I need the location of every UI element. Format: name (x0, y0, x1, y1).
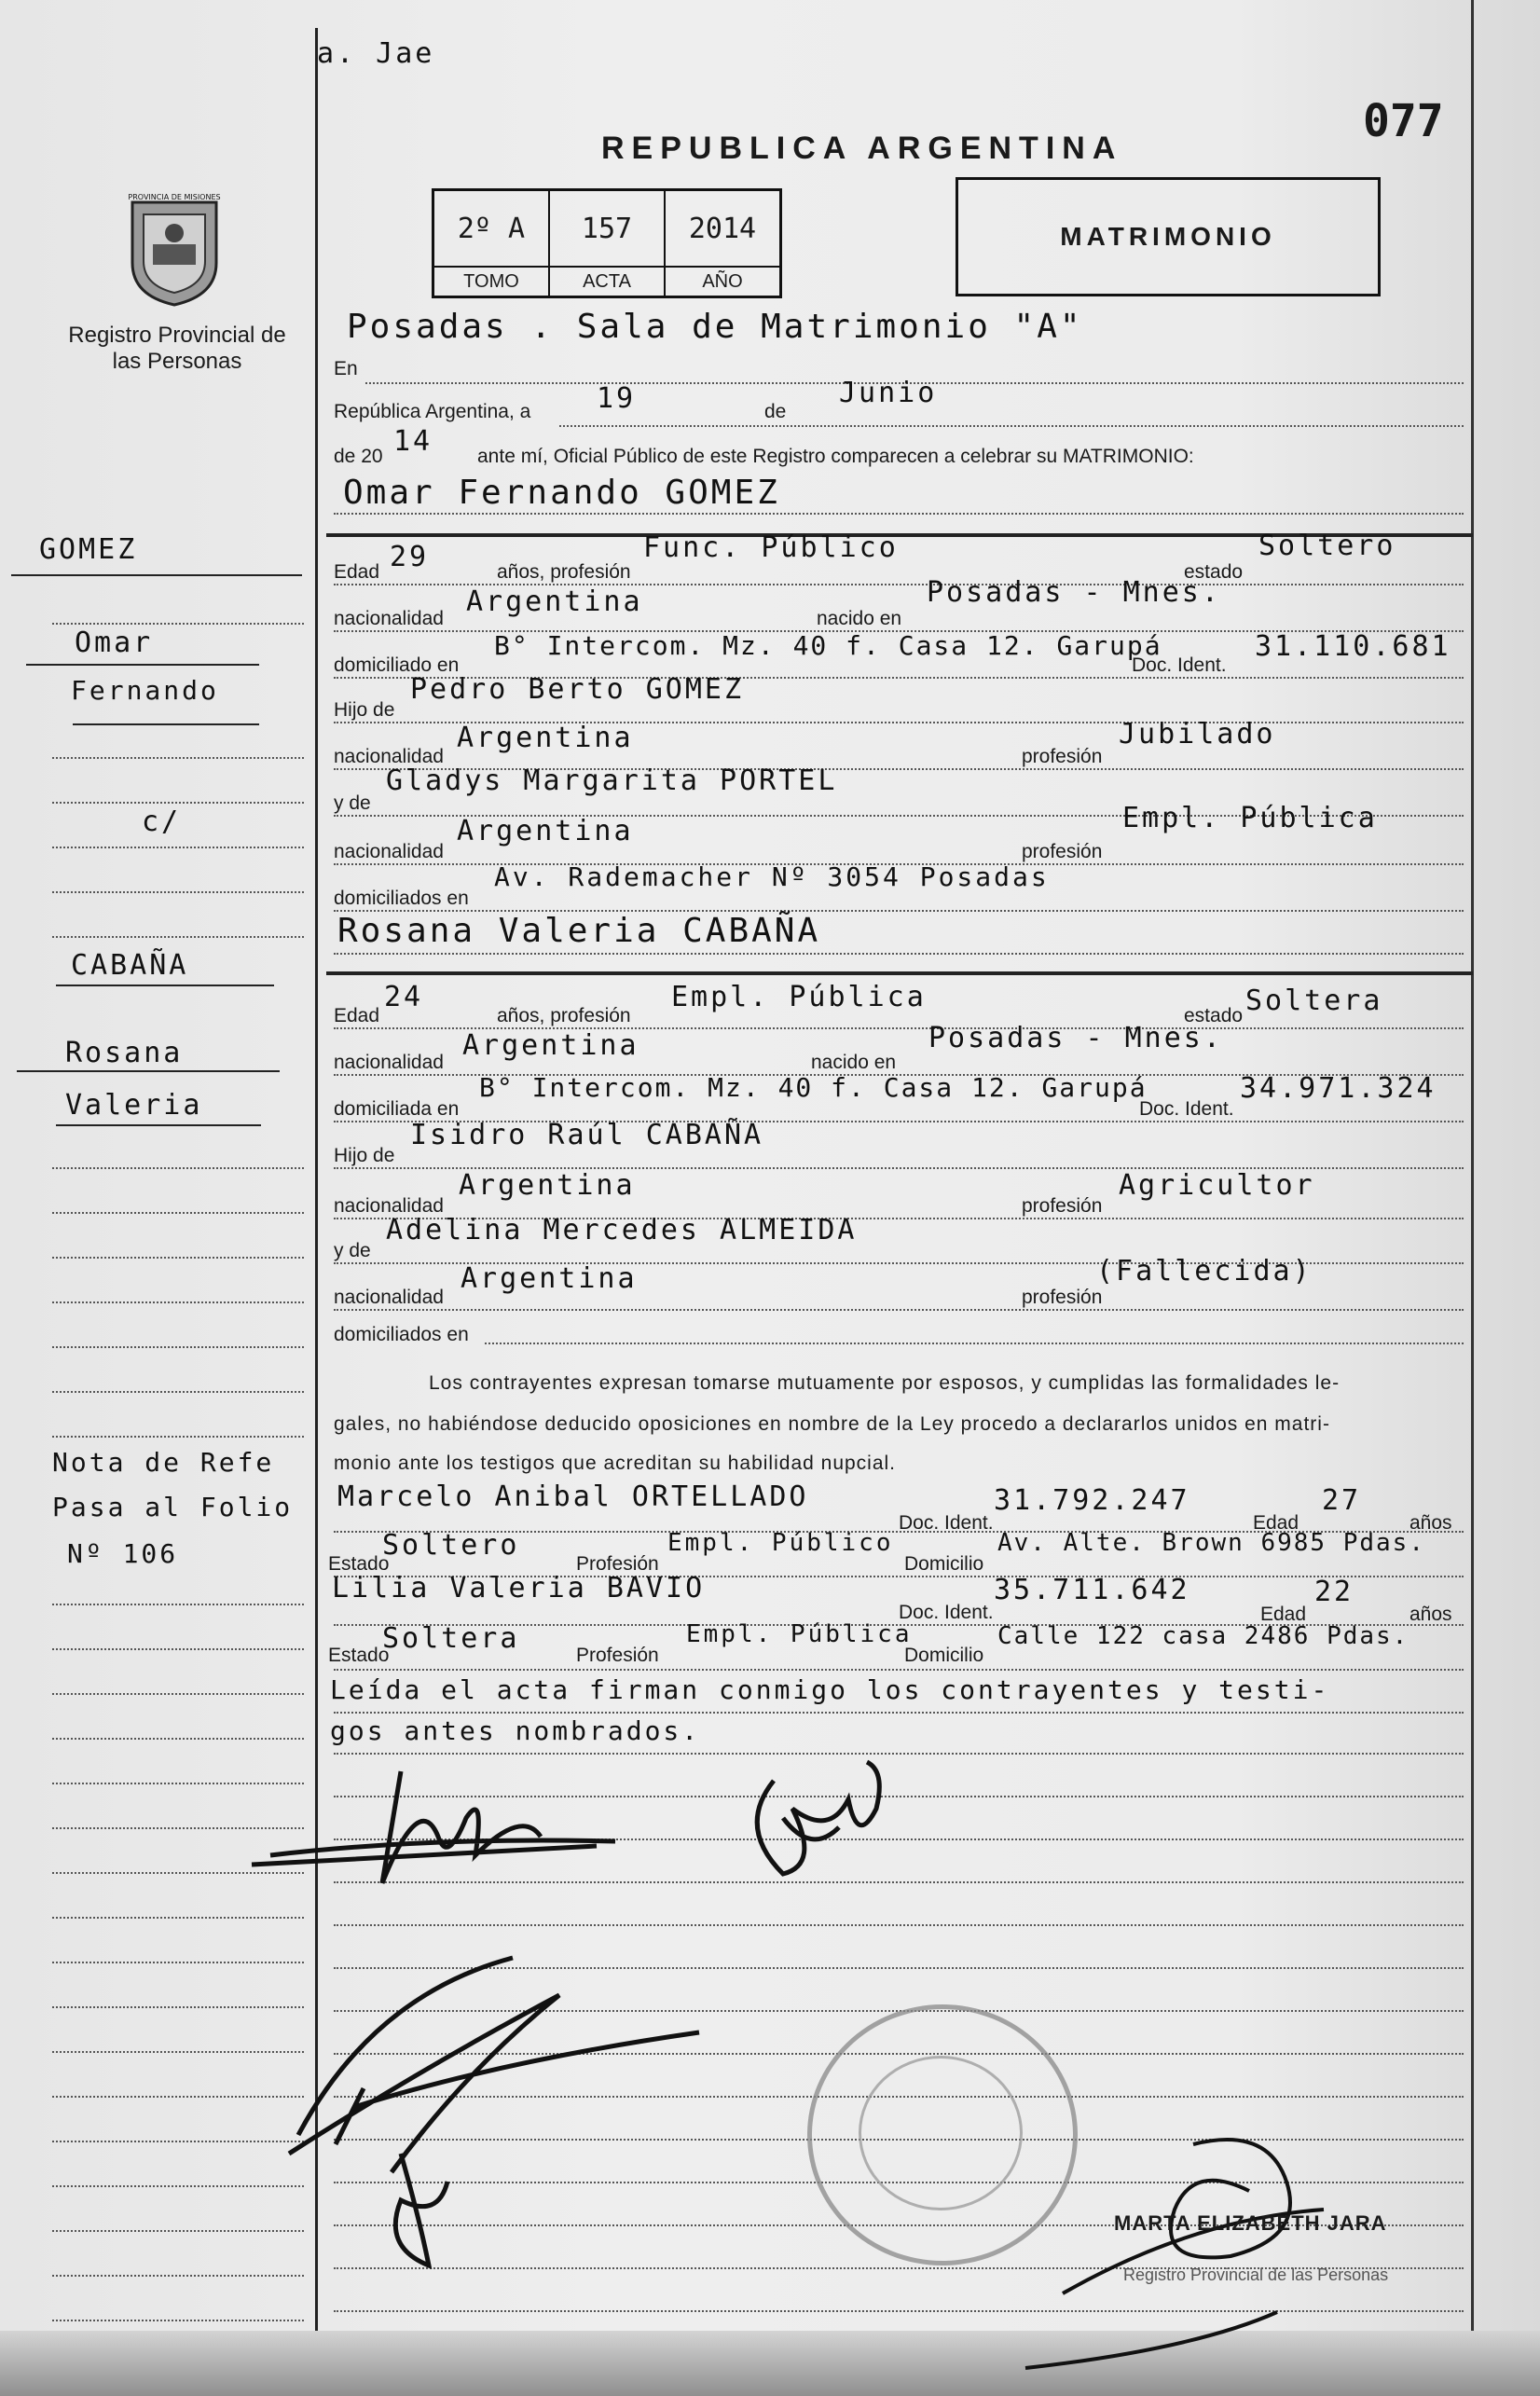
groom-mother-nationality: Argentina (457, 815, 634, 847)
tomo-value: 2º A (434, 191, 550, 266)
registry-seal-icon (807, 2004, 1078, 2265)
groom-father-profession: Jubilado (1119, 718, 1276, 750)
witness1-doc-label: Doc. Ident. (899, 1512, 994, 1534)
bride-mother-prof-label: profesión (1022, 1287, 1103, 1308)
bride-mother-nat-label: nacionalidad (334, 1287, 444, 1308)
bride-father-nationality: Argentina (459, 1169, 636, 1202)
groom-father-prof-label: profesión (1022, 746, 1103, 767)
groom-edad-label: Edad (334, 561, 380, 583)
place-value: Posadas . Sala de Matrimonio "A" (347, 308, 1083, 346)
groom-birthplace: Posadas - Mnes. (927, 576, 1221, 609)
groom-father-nat-label: nacionalidad (334, 746, 444, 767)
groom-mother: Gladys Margarita PORTEL (386, 764, 838, 797)
groom-signature-icon (242, 1753, 634, 1893)
bride-father-profession: Agricultor (1119, 1169, 1315, 1202)
bride-father: Isidro Raúl CABAÑA (410, 1119, 764, 1151)
country-title: REPUBLICA ARGENTINA (601, 131, 1123, 166)
groom-mother-nat-label: nacionalidad (334, 841, 444, 862)
bride-signature-icon (736, 1753, 895, 1893)
witness1-estado-label: Estado (328, 1553, 390, 1575)
groom-mother-prof-label: profesión (1022, 841, 1103, 862)
witness1-domicilio-label: Domicilio (904, 1553, 984, 1575)
bride-edad-label: Edad (334, 1005, 380, 1026)
bride-anos-label: años, profesión (497, 1005, 631, 1026)
groom-profession: Func. Público (643, 531, 899, 564)
witness2-doc-label: Doc. Ident. (899, 1602, 994, 1623)
officer-title: Registro Provincial de las Personas (1123, 2265, 1389, 2284)
margin-nota-line2: Pasa al Folio (52, 1492, 294, 1522)
folio-number: 077 (1363, 95, 1444, 147)
witness2-anos-label: años (1409, 1604, 1452, 1625)
groom-mother-profession: Empl. Pública (1122, 802, 1378, 834)
witness-signatures-icon (280, 1939, 708, 2275)
bride-mother: Adelina Mercedes ALMEIDA (386, 1214, 858, 1246)
bride-name: Rosana Valeria CABAÑA (337, 912, 821, 950)
groom-nacido-label: nacido en (817, 608, 902, 629)
witness1-edad-label: Edad (1253, 1512, 1299, 1534)
acta-value: 157 (550, 191, 666, 266)
groom-anos-label: años, profesión (497, 561, 631, 583)
witness2-estado-label: Estado (328, 1645, 390, 1666)
en-label: En (334, 358, 358, 379)
margin-nota-line3: Nº 106 (67, 1538, 179, 1569)
tomo-label: TOMO (434, 268, 550, 296)
witness2-profession: Empl. Pública (686, 1620, 913, 1648)
groom-parents-dom-label: domiciliados en (334, 888, 469, 909)
bride-mother-profession: (Fallecida) (1096, 1255, 1313, 1288)
declaration-line2: gales, no habiéndose deducido oposiciones en nombre de la Ley procedo a declararlos unidos en matri- (334, 1413, 1330, 1435)
declaration-line3: monio ante los testigos que acreditan su habilidad nupcial. (334, 1453, 897, 1474)
groom-father-nationality: Argentina (457, 722, 634, 754)
bride-profession: Empl. Pública (671, 981, 927, 1013)
record-type-box: MATRIMONIO (956, 177, 1381, 296)
groom-nationality-label: nacionalidad (334, 608, 444, 629)
bride-address: B° Intercom. Mz. 40 f. Casa 12. Garupá (479, 1072, 1148, 1103)
bride-nacido-label: nacido en (811, 1052, 897, 1073)
witness1-status: Soltero (382, 1529, 520, 1562)
groom-father: Pedro Berto GOMEZ (410, 673, 745, 706)
bride-yde-label: y de (334, 1240, 371, 1261)
margin-nota-line1: Nota de Refe (52, 1447, 275, 1478)
groom-nationality: Argentina (466, 585, 643, 618)
witness2-doc: 35.711.642 (994, 1574, 1190, 1606)
closing-line2: gos antes nombrados. (330, 1715, 701, 1746)
acta-label: ACTA (550, 268, 666, 296)
margin-groom-surname: GOMEZ (39, 533, 138, 566)
margin-groom-second: Fernando (71, 675, 219, 706)
ante-text: ante mí, Oficial Público de este Registro comparecen a celebrar su MATRIMONIO: (477, 446, 1194, 467)
bride-father-prof-label: profesión (1022, 1195, 1103, 1217)
closing-line1: Leída el acta firman conmigo los contrayentes y testi- (330, 1674, 1330, 1705)
anio-value: 2014 (688, 212, 757, 245)
bride-nationality: Argentina (462, 1029, 639, 1062)
corner-initials: a. Jae (317, 37, 435, 70)
year-suffix: 14 (393, 425, 433, 458)
groom-hijo-label: Hijo de (334, 699, 395, 721)
witness1-prof-label: Profesión (576, 1553, 659, 1575)
bride-father-nat-label: nacionalidad (334, 1195, 444, 1217)
registry-name: Registro Provincial de las Personas (68, 323, 286, 374)
bride-domiciliada-label: domiciliada en (334, 1098, 460, 1120)
bride-status: Soltera (1245, 985, 1383, 1017)
witness2-edad-label: Edad (1260, 1604, 1307, 1625)
bride-parents-dom-label: domiciliados en (334, 1324, 469, 1345)
bride-hijo-label: Hijo de (334, 1145, 395, 1166)
groom-parents-address: Av. Rademacher Nº 3054 Posadas (494, 861, 1050, 892)
de-label: de (764, 401, 787, 422)
witness2-status: Soltera (382, 1622, 520, 1655)
page-edge-line (1471, 0, 1474, 2396)
anio-label: AÑO (702, 270, 743, 292)
witness2-prof-label: Profesión (576, 1645, 659, 1666)
bride-mother-nationality: Argentina (461, 1262, 638, 1295)
witness2-domicilio-label: Domicilio (904, 1645, 984, 1666)
margin-bride-surname: CABAÑA (71, 949, 189, 982)
witness2-address: Calle 122 casa 2486 Pdas. (997, 1622, 1409, 1650)
misiones-emblem-icon (123, 188, 226, 310)
groom-estado-label: estado (1184, 561, 1244, 583)
emblem-text: PROVINCIA DE MISIONES (128, 193, 221, 201)
bride-estado-label: estado (1184, 1005, 1244, 1026)
bride-doc: 34.971.324 (1240, 1072, 1437, 1105)
tomo-acta-anio-box (432, 188, 782, 298)
groom-status: Soltero (1258, 530, 1396, 562)
day-value: 19 (597, 382, 637, 415)
witness1-address: Av. Alte. Brown 6985 Pdas. (997, 1529, 1425, 1557)
groom-age: 29 (390, 541, 430, 573)
month-value: Junio (839, 377, 938, 409)
groom-doc: 31.110.681 (1255, 630, 1451, 663)
declaration-line1: Los contrayentes expresan tomarse mutuamente por esposos, y cumplidas las formalidades le- (429, 1372, 1341, 1394)
bride-doc-label: Doc. Ident. (1139, 1098, 1234, 1120)
groom-yde-label: y de (334, 792, 371, 814)
witness1-profession: Empl. Público (667, 1529, 894, 1557)
bride-nationality-label: nacionalidad (334, 1052, 444, 1073)
witness1-age: 27 (1322, 1484, 1362, 1517)
bride-birthplace: Posadas - Mnes. (928, 1022, 1223, 1054)
witness1-doc: 31.792.247 (994, 1484, 1190, 1517)
year-prefix: de 20 (334, 446, 383, 467)
witness1-anos-label: años (1409, 1512, 1452, 1534)
margin-bride-second: Valeria (65, 1089, 203, 1122)
witness2-name: Lilia Valeria BAVIO (332, 1572, 706, 1604)
groom-doc-label: Doc. Ident. (1132, 654, 1227, 676)
margin-bride-first: Rosana (65, 1037, 184, 1069)
bride-age: 24 (384, 981, 424, 1013)
witness2-age: 22 (1314, 1576, 1354, 1608)
groom-name: Omar Fernando GOMEZ (343, 474, 780, 512)
margin-connector: c/ (142, 806, 182, 838)
groom-address: B° Intercom. Mz. 40 f. Casa 12. Garupá (494, 630, 1162, 661)
republica-label: República Argentina, a (334, 401, 531, 422)
officer-name: MARTA ELIZABETH JARA (1114, 2211, 1387, 2235)
witness1-name: Marcelo Anibal ORTELLADO (337, 1480, 809, 1513)
margin-groom-first: Omar (75, 627, 154, 659)
groom-domiciliado-label: domiciliado en (334, 654, 460, 676)
